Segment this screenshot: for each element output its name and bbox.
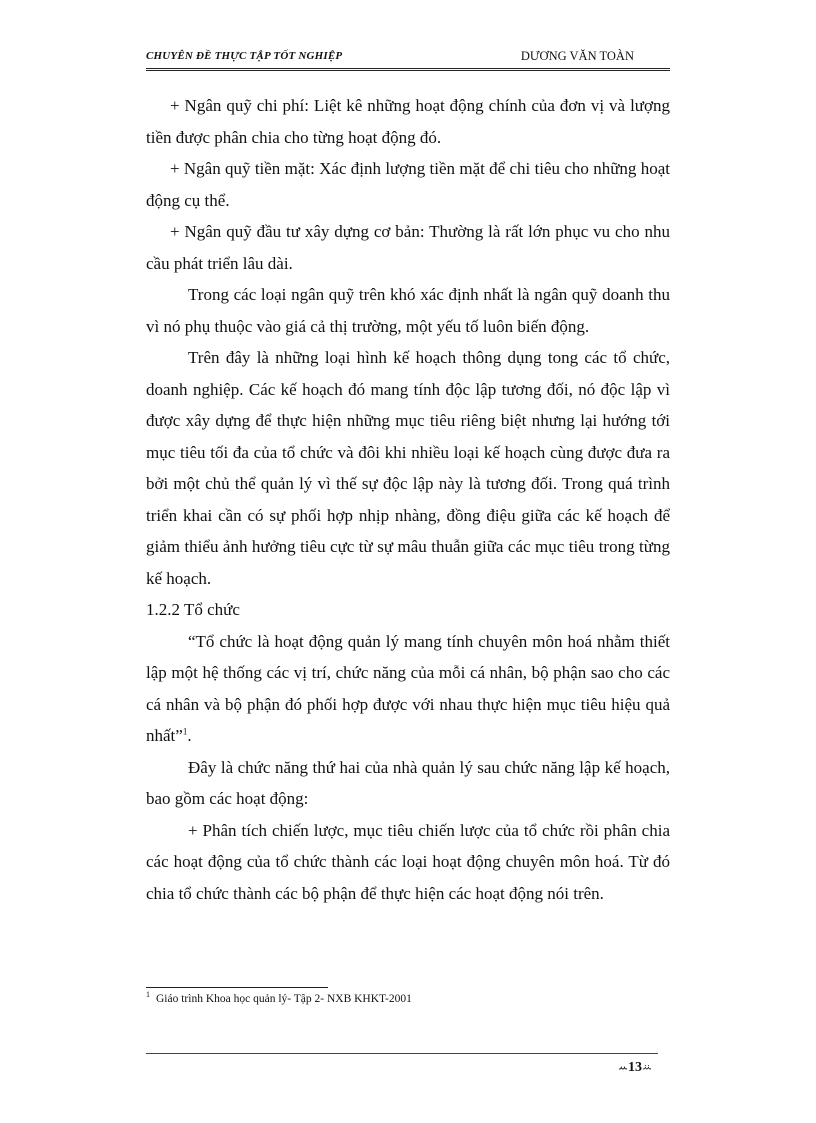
ornament-right-icon: ꕁ [641, 1062, 652, 1074]
section-heading: 1.2.2 Tổ chức [146, 600, 240, 619]
quote-end: . [187, 726, 192, 745]
footnote-text: Giáo trình Khoa học quản lý- Tập 2- NXB KHKT-2001 [156, 993, 412, 1005]
paragraph-budget-cash: + Ngân quỹ tiền mặt: Xác định lượng tiền mặt để chi tiêu cho những hoạt động cụ thể. [146, 159, 670, 210]
paragraph-plan-types: Trên đây là những loại hình kế hoạch thông dụng tong các tổ chức, doanh nghiệp. Các kế hoạch đó mang tính độc lập tương đối, nó độc lập vì được xây dựng để thực hiện những mục tiêu riêng biệt nhưng lại hướng tới mục tiêu tối đa của tổ chức và đôi khi nhiều loại kế hoạch cùng được đưa ra bởi một chủ thể quản lý vì thế sự độc lập này là tương đối. Trong quá trình triển khai cần có sự phối hợp nhịp nhàng, đồng điệu giữa các kế hoạch để giảm thiểu ảnh hưởng tiêu cực từ sự mâu thuẫn giữa các mục tiêu trong từng kế hoạch. [146, 348, 670, 588]
paragraph-quote [146, 626, 670, 752]
paragraph-budget-expense: + Ngân quỹ chi phí: Liệt kê những hoạt động chính của đơn vị và lượng tiền được phân chia cho từng hoạt động đó. [146, 96, 670, 147]
footnote-number: 1 [146, 990, 150, 1000]
footnote-divider [146, 987, 328, 988]
paragraph-second-function: Đây là chức năng thứ hai của nhà quản lý sau chức năng lập kế hoạch, bao gồm các hoạt động: [146, 757, 670, 808]
footnote [146, 990, 412, 1005]
paragraph-strategy-analysis: + Phân tích chiến lược, mục tiêu chiến lược của tổ chức rồi phân chia các hoạt động của tổ chức thành các loại hoạt động chuyên môn hoá. Từ đó chia tổ chức thành các bộ phận để thực hiện các hoạt động nói trên. [146, 820, 670, 903]
header-author: DƯƠNG VĂN TOÀN [520, 49, 634, 63]
page-number-value: 13 [627, 1060, 642, 1075]
paragraph-budget-investment: + Ngân quỹ đầu tư xây dựng cơ bản: Thường là rất lớn phục vu cho nhu cầu phát triển lâu dài. [146, 222, 670, 273]
page-header [146, 48, 670, 71]
paragraph-revenue-budget: Trong các loại ngân quỹ trên khó xác định nhất là ngân quỹ doanh thu vì nó phụ thuộc vào giá cả thị trường, một yếu tố luôn biến động. [146, 285, 670, 336]
page-body [146, 90, 670, 909]
ornament-left-icon: ꕀ [618, 1062, 628, 1074]
quote-text: “Tổ chức là hoạt động quản lý mang tính chuyên môn hoá nhằm thiết lập một hệ thống các vị trí, chức năng của mỗi cá nhân, bộ phận sao cho các cá nhân và bộ phận đó phối hợp được với nhau thực hiện mục tiêu hiệu quả nhất” [146, 631, 670, 745]
footer-divider [146, 1053, 658, 1054]
header-title: CHUYÊN ĐỀ THỰC TẬP TỐT NGHIỆP [146, 50, 343, 62]
page-number [618, 1060, 652, 1076]
footnote-ref: 1 [182, 726, 188, 737]
